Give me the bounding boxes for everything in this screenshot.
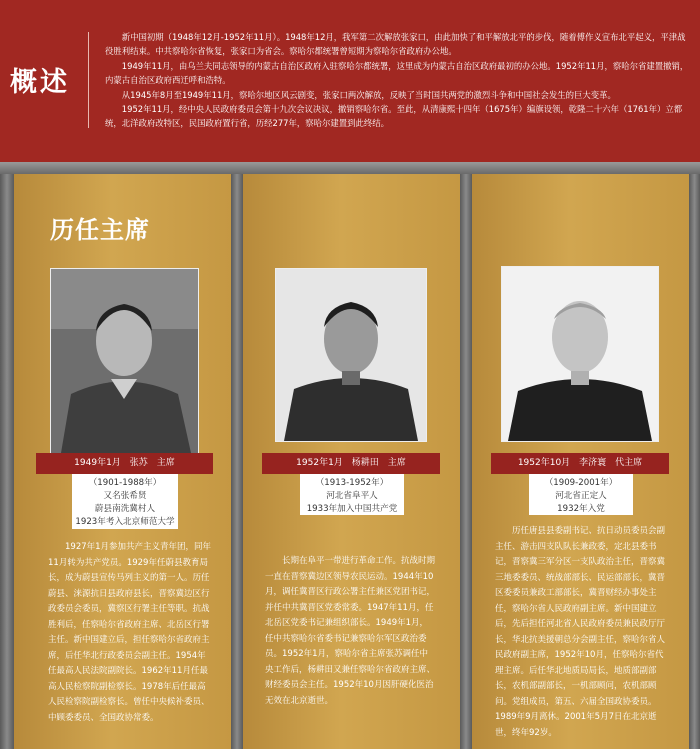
section-title: 历任主席 — [50, 216, 150, 244]
info-line: （1901-1988年） — [88, 478, 162, 488]
chairman-info-box — [300, 474, 404, 515]
chairman-panel-1 — [14, 174, 231, 749]
overview-text — [105, 30, 690, 131]
chairman-biography: 历任唐县县委副书记、抗日动员委员会副主任、游击四支队队长兼政委，定北县委书记，晋察冀三军分区一支队政治主任，晋察冀三地委委员、统战部部长、民运部部长，冀晋区委委员兼政工部部长，冀晋财经办事处主任，察哈尔省人民政府副主席。新中国建立后，先后担任河北省人民政府委员兼民政厅厅长，华北抗美援朝总分会副主任，察哈尔省人民政府副主席，1952年10月，任察哈尔省代理主席。后任华北地质局局长，地质部副部长，农机部副部长，一机部顾问，农机部顾问。党组成员，第五、六届全国政协委员。1989年9月离休。2001年5月7日在北京逝世，终年92岁。 — [495, 526, 666, 738]
overview-paragraph: 从1945年8月至1949年11月，察哈尔地区风云剧变，张家口两次解放，反映了当时国共两党的激烈斗争和中国社会发生的巨大变革。 — [121, 89, 616, 100]
portrait-photo-2 — [275, 268, 427, 442]
info-line: 又名张希贤 — [103, 491, 147, 501]
panel-gap — [689, 174, 700, 749]
title-divider — [88, 32, 89, 128]
info-line: （1913-1952年） — [315, 478, 389, 488]
overview-paragraph: 1952年11月，经中央人民政府委员会第十九次会议决议，撤销察哈尔省。至此，从清康熙十四年（1675年）编旗设领，乾隆二十六年（1761年）立都统，北洋政府改特区，民国政府置行省，历经277年，察哈尔建置到此终结。 — [105, 104, 683, 129]
portrait-photo-1 — [50, 268, 199, 454]
info-line: （1909-2001年） — [544, 478, 618, 488]
panel-gap — [0, 174, 14, 749]
chairman-panel-3 — [472, 174, 689, 749]
overview-banner — [0, 0, 700, 162]
chairman-caption: 1952年1月 杨耕田 主席 — [262, 453, 440, 474]
chairman-caption: 1952年10月 李济寰 代主席 — [491, 453, 669, 474]
panel-gap — [460, 174, 472, 749]
info-line: 河北省正定人 — [555, 491, 607, 501]
info-line: 1932年入党 — [557, 504, 605, 514]
chairman-caption: 1949年1月 张苏 主席 — [36, 453, 213, 474]
chairman-info-box — [72, 474, 178, 529]
info-line: 1933年加入中国共产党 — [306, 504, 398, 514]
chairman-info-box — [529, 474, 633, 515]
chairman-panel-2 — [243, 174, 460, 749]
info-line: 蔚县南洗冀村人 — [94, 504, 156, 514]
chairman-biography: 长期在阜平一带进行革命工作。抗战时期一直在晋察冀边区领导农民运动。1944年10月，调任冀晋区行政公署主任兼区党团书记，并任中共冀晋区党委常委。1947年11月，任北岳区党委书记兼组织部长。1949年1月，任中共察哈尔省委书记兼察哈尔军区政治委员。1952年1月，察哈尔省主席张苏调任中央工作后，杨耕田又兼任察哈尔省政府主席、财经委员会主任。1952年10月因肝硬化医治无效在北京逝世。 — [265, 556, 436, 706]
info-line: 河北省阜平人 — [326, 491, 378, 501]
panel-gap — [231, 174, 243, 749]
band-divider — [0, 162, 700, 174]
chairman-biography: 1927年1月参加共产主义青年团，同年11月转为共产党员。1929年任蔚县教育局长，成为蔚县宣传马列主义的第一人。历任蔚县、涞源抗日县政府县长，晋察冀边区行政委员会委员，冀察区行署主任等职。抗战胜利后，任察哈尔省政府主席、北岳区行署主任。新中国建立后，担任察哈尔省政府主席，后任华北行政委员会副主任。1954年任最高人民法院副院长。1962年11月任最高人民检察院副检察长。1978年后任最高人民检察院副检察长。曾任中央候补委员、中顾委委员、全国政协常委。 — [48, 542, 212, 723]
info-line: 1923年考入北京师范大学 — [75, 517, 175, 527]
overview-title: 概述 — [10, 67, 70, 98]
overview-paragraph: 1949年11月，由乌兰夫同志领导的内蒙古自治区政府入驻察哈尔都统署，这里成为内蒙古自治区政府最初的办公地。1952年11月，察哈尔省建置撤销，内蒙古自治区政府西迁呼和浩特。 — [105, 60, 689, 86]
portrait-photo-3 — [501, 266, 659, 442]
overview-paragraph: 新中国初期（1948年12月-1952年11月）。1948年12月，我军第二次解放张家口，由此加快了和平解放北平的步伐，随着傅作义宣布北平起义，平津战役胜利结束。中共察哈尔省恢复，张家口为省会。察哈尔都统署曾短期为察哈尔省政府办公地。 — [105, 32, 686, 57]
